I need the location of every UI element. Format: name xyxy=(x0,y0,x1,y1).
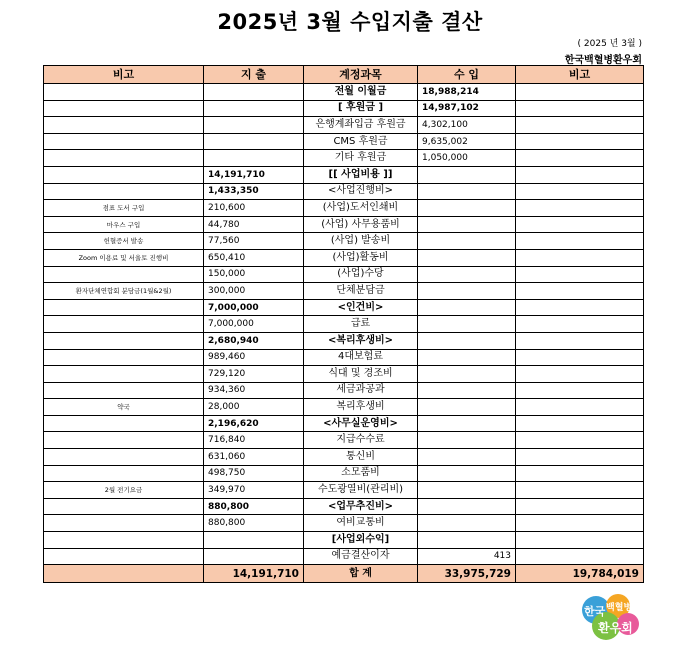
row-note-right xyxy=(516,415,644,432)
row-note-left xyxy=(44,117,204,134)
svg-text:한국: 한국 xyxy=(584,605,606,618)
row-note-right xyxy=(516,532,644,549)
row-note-right xyxy=(516,382,644,399)
row-expense: 498,750 xyxy=(204,465,304,482)
row-account: 세금과공과 xyxy=(304,382,418,399)
row-account: 전월 이월금 xyxy=(304,84,418,101)
row-note-left xyxy=(44,382,204,399)
row-account: <인건비> xyxy=(304,299,418,316)
row-note-left xyxy=(44,332,204,349)
row-expense xyxy=(204,548,304,565)
row-note-right xyxy=(516,133,644,150)
row-note-right xyxy=(516,449,644,466)
header-income: 수 입 xyxy=(418,66,516,84)
row-note-right xyxy=(516,216,644,233)
row-expense xyxy=(204,150,304,167)
header-row xyxy=(44,66,644,84)
table-row xyxy=(44,283,644,300)
ledger-table xyxy=(43,65,644,583)
row-account: <사업진행비> xyxy=(304,183,418,200)
row-note-right xyxy=(516,366,644,383)
row-expense: 77,560 xyxy=(204,233,304,250)
row-note-left: Zoom 이용료 및 서울토 진행비 xyxy=(44,249,204,266)
row-note-left xyxy=(44,84,204,101)
row-account: <업무추진비> xyxy=(304,498,418,515)
report-date: ( 2025 년 3월 ) xyxy=(577,39,642,49)
row-expense xyxy=(204,84,304,101)
row-note-right xyxy=(516,349,644,366)
row-expense: 44,780 xyxy=(204,216,304,233)
row-note-left xyxy=(44,498,204,515)
row-account: 기타 후원금 xyxy=(304,150,418,167)
row-note-left xyxy=(44,266,204,283)
table-row xyxy=(44,233,644,250)
row-note-right xyxy=(516,316,644,333)
row-income xyxy=(418,349,516,366)
row-note-right xyxy=(516,299,644,316)
row-note-right xyxy=(516,249,644,266)
row-expense: 150,000 xyxy=(204,266,304,283)
row-note-right xyxy=(516,100,644,117)
row-income xyxy=(418,216,516,233)
row-account: 예금결산이자 xyxy=(304,548,418,565)
row-income xyxy=(418,482,516,499)
row-account: CMS 후원금 xyxy=(304,133,418,150)
row-income: 4,302,100 xyxy=(418,117,516,134)
row-expense: 349,970 xyxy=(204,482,304,499)
row-expense: 650,410 xyxy=(204,249,304,266)
header-account: 계정과목 xyxy=(304,66,418,84)
row-expense: 934,360 xyxy=(204,382,304,399)
table-row xyxy=(44,150,644,167)
row-income xyxy=(418,200,516,217)
row-note-right xyxy=(516,515,644,532)
row-note-right xyxy=(516,150,644,167)
row-note-left xyxy=(44,349,204,366)
row-note-left: 2월 전기요금 xyxy=(44,482,204,499)
table-row xyxy=(44,266,644,283)
row-income xyxy=(418,399,516,416)
row-note-right xyxy=(516,266,644,283)
row-account: 소모품비 xyxy=(304,465,418,482)
row-note-right xyxy=(516,84,644,101)
row-note-right xyxy=(516,283,644,300)
row-account: (사업) 사무용품비 xyxy=(304,216,418,233)
total-label: 합 계 xyxy=(304,565,418,583)
table-row xyxy=(44,183,644,200)
row-expense: 2,680,940 xyxy=(204,332,304,349)
table-row xyxy=(44,498,644,515)
row-note-left xyxy=(44,100,204,117)
table-row xyxy=(44,166,644,183)
total-row xyxy=(44,565,644,583)
table-row xyxy=(44,200,644,217)
table-row xyxy=(44,216,644,233)
row-account: 4대보험료 xyxy=(304,349,418,366)
row-note-left xyxy=(44,548,204,565)
row-expense: 989,460 xyxy=(204,349,304,366)
row-expense xyxy=(204,133,304,150)
row-account: 지급수수료 xyxy=(304,432,418,449)
table-row xyxy=(44,349,644,366)
total-note-left xyxy=(44,565,204,583)
row-note-right xyxy=(516,548,644,565)
row-income xyxy=(418,415,516,432)
row-account: 통신비 xyxy=(304,449,418,466)
row-income: 9,635,002 xyxy=(418,133,516,150)
row-note-left: 약국 xyxy=(44,399,204,416)
table-row xyxy=(44,133,644,150)
row-income xyxy=(418,332,516,349)
row-income xyxy=(418,432,516,449)
row-note-right xyxy=(516,399,644,416)
row-expense xyxy=(204,100,304,117)
row-account: [ 후원금 ] xyxy=(304,100,418,117)
page-title: 2025년 3월 수입지출 결산 xyxy=(217,10,483,34)
row-note-right xyxy=(516,432,644,449)
table-row xyxy=(44,382,644,399)
organization-name: 한국백혈병환우회 xyxy=(564,55,642,66)
total-expense: 14,191,710 xyxy=(204,565,304,583)
table-row xyxy=(44,515,644,532)
table-row xyxy=(44,249,644,266)
row-account: (사업)도서인쇄비 xyxy=(304,200,418,217)
table-row xyxy=(44,465,644,482)
header-note-left: 비고 xyxy=(44,66,204,84)
row-note-left xyxy=(44,166,204,183)
row-account: [[ 사업비용 ]] xyxy=(304,166,418,183)
table-row xyxy=(44,366,644,383)
row-note-left xyxy=(44,415,204,432)
row-note-right xyxy=(516,482,644,499)
total-balance: 19,784,019 xyxy=(516,565,644,583)
ledger-body xyxy=(44,66,644,583)
row-income xyxy=(418,299,516,316)
table-row xyxy=(44,117,644,134)
table-row xyxy=(44,548,644,565)
row-note-left xyxy=(44,316,204,333)
row-note-left: 환자단체연합회 분담금(1월&2월) xyxy=(44,283,204,300)
row-income xyxy=(418,515,516,532)
row-note-left: 헌혈증서 발송 xyxy=(44,233,204,250)
row-account: 단체분담금 xyxy=(304,283,418,300)
row-income xyxy=(418,498,516,515)
row-income: 18,988,214 xyxy=(418,84,516,101)
row-note-right xyxy=(516,200,644,217)
row-expense: 1,433,350 xyxy=(204,183,304,200)
row-expense: 2,196,620 xyxy=(204,415,304,432)
row-note-left xyxy=(44,532,204,549)
row-note-left: 점표 도서 구입 xyxy=(44,200,204,217)
row-account: 급료 xyxy=(304,316,418,333)
header-note-right: 비고 xyxy=(516,66,644,84)
row-expense: 880,800 xyxy=(204,515,304,532)
row-income xyxy=(418,266,516,283)
row-account: 여비교통비 xyxy=(304,515,418,532)
row-note-right xyxy=(516,498,644,515)
row-account: <사무실운영비> xyxy=(304,415,418,432)
row-income xyxy=(418,283,516,300)
row-account: (사업) 발송비 xyxy=(304,233,418,250)
row-account: 식대 및 경조비 xyxy=(304,366,418,383)
row-account: 은행계좌입금 후원금 xyxy=(304,117,418,134)
table-row xyxy=(44,299,644,316)
row-expense: 729,120 xyxy=(204,366,304,383)
row-account: (사업)수당 xyxy=(304,266,418,283)
row-income xyxy=(418,183,516,200)
row-income xyxy=(418,316,516,333)
row-income xyxy=(418,532,516,549)
row-income: 14,987,102 xyxy=(418,100,516,117)
row-account: (사업)활동비 xyxy=(304,249,418,266)
row-note-left xyxy=(44,183,204,200)
row-expense: 300,000 xyxy=(204,283,304,300)
row-account: <복리후생비> xyxy=(304,332,418,349)
row-note-right xyxy=(516,233,644,250)
row-expense: 631,060 xyxy=(204,449,304,466)
row-account: 수도광열비(관리비) xyxy=(304,482,418,499)
row-expense: 716,840 xyxy=(204,432,304,449)
table-row xyxy=(44,415,644,432)
svg-text:백혈병: 백혈병 xyxy=(606,603,633,613)
table-row xyxy=(44,84,644,101)
row-note-left xyxy=(44,299,204,316)
row-note-right xyxy=(516,465,644,482)
row-expense: 210,600 xyxy=(204,200,304,217)
table-row xyxy=(44,399,644,416)
row-income xyxy=(418,249,516,266)
table-row xyxy=(44,332,644,349)
header-expense: 지 출 xyxy=(204,66,304,84)
row-expense: 7,000,000 xyxy=(204,316,304,333)
row-income xyxy=(418,382,516,399)
row-note-left xyxy=(44,432,204,449)
row-expense: 14,191,710 xyxy=(204,166,304,183)
row-note-right xyxy=(516,332,644,349)
table-row xyxy=(44,449,644,466)
row-note-left: 마우스 구입 xyxy=(44,216,204,233)
row-expense xyxy=(204,532,304,549)
row-expense: 7,000,000 xyxy=(204,299,304,316)
row-expense: 28,000 xyxy=(204,399,304,416)
organization-logo xyxy=(576,588,644,644)
total-income: 33,975,729 xyxy=(418,565,516,583)
table-row xyxy=(44,100,644,117)
row-income: 1,050,000 xyxy=(418,150,516,167)
row-expense: 880,800 xyxy=(204,498,304,515)
row-note-left xyxy=(44,449,204,466)
table-row xyxy=(44,316,644,333)
row-note-left xyxy=(44,465,204,482)
row-note-left xyxy=(44,515,204,532)
row-account: 복리후생비 xyxy=(304,399,418,416)
table-row xyxy=(44,532,644,549)
row-note-left xyxy=(44,366,204,383)
row-note-right xyxy=(516,117,644,134)
row-income xyxy=(418,449,516,466)
row-expense xyxy=(204,117,304,134)
row-income xyxy=(418,166,516,183)
row-account: [사업외수익] xyxy=(304,532,418,549)
row-note-left xyxy=(44,150,204,167)
row-income xyxy=(418,233,516,250)
row-note-right xyxy=(516,166,644,183)
row-note-right xyxy=(516,183,644,200)
svg-text:환우회: 환우회 xyxy=(598,621,633,635)
row-income xyxy=(418,465,516,482)
table-row xyxy=(44,482,644,499)
row-note-left xyxy=(44,133,204,150)
table-row xyxy=(44,432,644,449)
row-income xyxy=(418,366,516,383)
row-income: 413 xyxy=(418,548,516,565)
